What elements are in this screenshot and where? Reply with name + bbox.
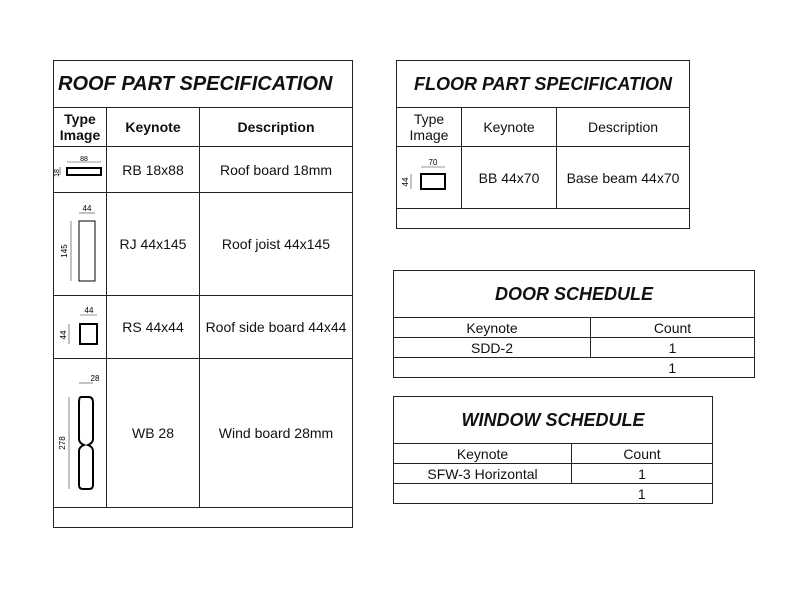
door-total-count: 1 <box>591 358 755 378</box>
table-cell-description: Base beam 44x70 <box>557 147 690 209</box>
table-cell-keynote: RJ 44x145 <box>107 193 200 296</box>
door-header-count: Count <box>591 318 755 338</box>
dim-label: 44 <box>59 330 68 340</box>
table-cell-keynote: RS 44x44 <box>107 296 200 359</box>
table-row-total <box>394 484 713 504</box>
window-header-count: Count <box>572 444 713 464</box>
table-cell-keynote: BB 44x70 <box>462 147 557 209</box>
roof-header-description: Description <box>200 108 353 147</box>
floor-header-description: Description <box>557 108 690 147</box>
floor-table-title: FLOOR PART SPECIFICATION <box>397 61 690 108</box>
table-cell-description: Roof joist 44x145 <box>200 193 353 296</box>
table-row <box>394 338 755 358</box>
window-header-keynote: Keynote <box>394 444 572 464</box>
roof-table-title: ROOF PART SPECIFICATION <box>54 61 353 108</box>
roof-side-board-profile-icon <box>54 296 107 359</box>
roof-header-keynote: Keynote <box>107 108 200 147</box>
dim-label: 145 <box>60 244 69 258</box>
table-row-total <box>394 358 755 378</box>
window-schedule-table <box>393 396 713 504</box>
window-table-title: WINDOW SCHEDULE <box>394 397 713 444</box>
table-cell-description: Wind board 28mm <box>200 359 353 508</box>
table-cell-count: 1 <box>572 464 713 484</box>
door-schedule-table <box>393 270 755 378</box>
table-cell-keynote: SFW-3 Horizontal <box>394 464 572 484</box>
roof-part-specification-table <box>53 60 353 528</box>
roof-joist-profile-icon <box>54 193 107 296</box>
dim-label: 88 <box>80 155 88 163</box>
roof-header-type-image: Type Image <box>54 108 107 147</box>
table-row <box>397 209 690 229</box>
table-cell-description: Roof side board 44x44 <box>200 296 353 359</box>
table-row <box>54 193 353 296</box>
table-cell-description: Roof board 18mm <box>200 147 353 193</box>
dim-label: 70 <box>428 157 438 167</box>
window-total-count: 1 <box>572 484 713 504</box>
table-row <box>397 147 690 209</box>
dim-label: 44 <box>82 204 92 213</box>
table-cell-keynote: WB 28 <box>107 359 200 508</box>
table-row <box>54 359 353 508</box>
dim-label: 28 <box>90 374 100 383</box>
table-row <box>394 464 713 484</box>
table-cell-count: 1 <box>591 338 755 358</box>
table-row <box>54 508 353 528</box>
floor-header-type-image: Type Image <box>397 108 462 147</box>
table-cell-keynote: SDD-2 <box>394 338 591 358</box>
dim-label: 44 <box>84 306 94 315</box>
roof-board-profile-icon <box>54 147 107 193</box>
table-cell-keynote: RB 18x88 <box>107 147 200 193</box>
table-row <box>54 147 353 193</box>
floor-header-keynote: Keynote <box>462 108 557 147</box>
dim-label: 18 <box>54 168 61 177</box>
floor-part-specification-table <box>396 60 690 229</box>
wind-board-profile-icon <box>54 359 107 508</box>
dim-label: 44 <box>401 177 410 186</box>
door-header-keynote: Keynote <box>394 318 591 338</box>
base-beam-profile-icon <box>397 147 462 209</box>
dim-label: 278 <box>58 436 67 450</box>
table-row <box>54 296 353 359</box>
door-table-title: DOOR SCHEDULE <box>394 271 755 318</box>
